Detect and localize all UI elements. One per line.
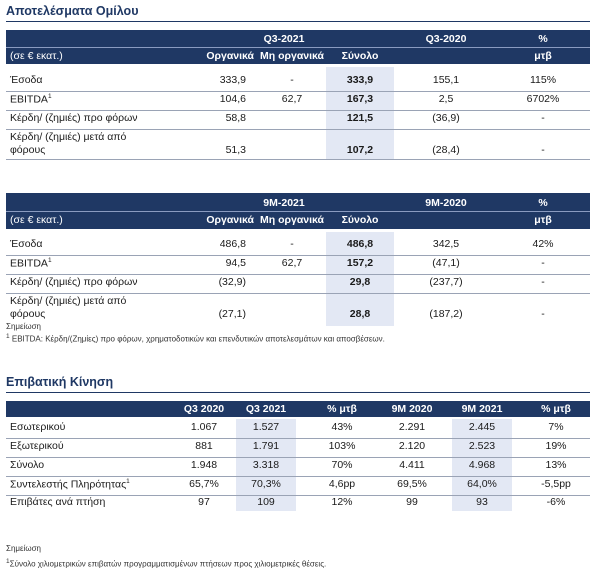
row-label: Εξωτερικού [10,440,64,452]
cell-q3-2021: 3.318 [252,459,280,471]
cell-previous: (36,9) [432,112,460,124]
cell-9m-2020: 2.291 [398,421,426,433]
cell-q3-2020: 1.948 [190,459,218,471]
cell-q3-2020: 65,7% [189,478,219,490]
cell-pct: - [541,112,545,124]
header-non-organic: Μη οργανικά [260,214,324,226]
cell-q3-2021: 109 [257,496,275,508]
table-row [6,496,590,512]
cell-q3-yoy: 4,6pp [328,478,356,490]
row-label-text: Συντελεστής Πληρότητας [10,478,127,491]
row-label-text: EBITDA [10,93,48,106]
section-title-group-results: Αποτελέσματα Ομίλου [6,4,139,18]
cell-organic: (32,9) [218,276,246,288]
section-title-passenger-traffic: Επιβατική Κίνηση [6,375,114,389]
cell-9m-2020: 69,5% [397,478,427,490]
table-row [6,74,590,90]
footnote-marker: 1 [47,257,52,264]
cell-9m-2020: 4.411 [399,459,425,471]
cell-non-organic: - [290,74,294,86]
header-unit: (σε € εκατ.) [10,214,63,226]
table-row [6,276,590,292]
row-label-text: EBITDA [10,257,48,270]
cell-previous: (237,7) [429,276,463,288]
footnote-marker: 1 [47,93,52,100]
cell-9m-yoy: 7% [548,421,564,433]
footnote [6,558,326,569]
header-q3-2020: Q3 2020 [183,403,225,415]
header-divider [6,47,590,48]
header-non-organic: Μη οργανικά [260,50,324,62]
header-period-previous: Q3-2020 [425,33,467,45]
row-label-continued: φόρους [10,144,46,156]
row-label [10,257,52,270]
footnote-text: EBITDA: Κέρδη/(Ζημίες) προ φόρων, χρηματοδοτικών και επενδυτικών αποτελεσμάτων και αποσβέσεων. [11,334,385,344]
cell-pct: - [541,144,545,156]
footnote-marker: 1 [6,333,10,340]
cell-organic: 51,3 [225,144,246,156]
header-9m-2020: 9M 2020 [391,403,433,415]
row-label: Εσωτερικού [10,421,66,433]
header-9m-2021: 9M 2021 [461,403,503,415]
cell-organic: 104,6 [219,93,246,105]
header-pct: % [538,33,548,45]
cell-pct: - [541,308,545,320]
header-total: Σύνολο [341,50,379,62]
cell-pct: - [541,276,545,288]
row-divider [6,159,590,160]
cell-previous: (47,1) [432,257,460,269]
footnote-text: Σύνολο χιλιομετρικών επιβατών προγραμματισμένων πτήσεων προς χιλιομετρικές θέσεις. [9,559,327,569]
cell-9m-2020: 99 [406,496,418,508]
cell-organic: 333,9 [219,74,246,86]
row-divider [6,476,590,477]
header-organic: Οργανικά [206,50,254,62]
row-label-continued: φόρους [10,308,46,320]
table-row [6,238,590,254]
header-yoy: μτβ [534,50,552,62]
table-row [6,295,590,323]
header-organic: Οργανικά [206,214,254,226]
cell-total: 486,8 [346,238,374,250]
cell-q3-2020: 1.067 [190,421,218,433]
cell-9m-2021: 2.445 [468,421,496,433]
row-divider [6,255,590,256]
header-divider [6,211,590,212]
cell-9m-2021: 4.968 [468,459,496,471]
table-row [6,440,590,456]
table-header-band [6,401,590,417]
cell-pct: - [541,257,545,269]
row-label: Κέρδη/ (ζημιές) προ φόρων [10,112,138,124]
header-q3-2021: Q3 2021 [245,403,287,415]
note-title: Σημείωση [6,544,41,553]
cell-9m-2020: 2.120 [398,440,426,452]
cell-previous: 342,5 [432,238,460,250]
row-divider [6,438,590,439]
cell-total: 28,8 [349,308,371,320]
cell-total: 333,9 [346,74,374,86]
cell-previous: 155,1 [432,74,460,86]
row-label [10,478,130,491]
cell-non-organic: 62,7 [281,93,303,105]
cell-9m-2021: 93 [476,496,488,508]
table-header-band [6,30,590,64]
table-header-band [6,193,590,229]
cell-9m-2021: 2.523 [468,440,496,452]
footnote-marker: 1 [6,558,10,565]
header-yoy: μτβ [534,214,552,226]
header-pct: % [538,197,548,209]
row-label: Έσοδα [10,74,43,86]
row-label: Κέρδη/ (ζημιές) προ φόρων [10,276,138,288]
table-row [6,478,590,494]
cell-previous: (28,4) [432,144,460,156]
cell-total: 167,3 [346,93,374,105]
header-9m-yoy: % μτβ [541,403,571,415]
cell-q3-2021: 70,3% [251,478,281,490]
cell-pct: 42% [532,238,554,250]
row-label: Έσοδα [10,238,43,250]
header-q3-yoy: % μτβ [327,403,357,415]
cell-previous: (187,2) [429,308,463,320]
cell-9m-yoy: -6% [546,496,566,508]
cell-q3-yoy: 43% [331,421,353,433]
cell-q3-yoy: 103% [328,440,356,452]
cell-total: 107,2 [346,144,374,156]
cell-pct: 6702% [526,93,560,105]
row-label: Κέρδη/ (ζημιές) μετά από [10,295,127,307]
header-total: Σύνολο [341,214,379,226]
cell-9m-2021: 64,0% [467,478,497,490]
row-label [10,93,52,106]
header-period-current: Q3-2021 [263,33,305,45]
cell-organic: 94,5 [225,257,246,269]
cell-organic: 486,8 [219,238,246,250]
header-unit: (σε € εκατ.) [10,50,63,62]
cell-q3-yoy: 70% [331,459,353,471]
cell-total: 157,2 [346,257,374,269]
row-divider [6,293,590,294]
cell-organic: (27,1) [218,308,246,320]
cell-q3-2021: 1.527 [252,421,280,433]
table-row [6,257,590,273]
row-label: Επιβάτες ανά πτήση [10,496,106,508]
row-divider [6,129,590,130]
cell-total: 29,8 [349,276,371,288]
cell-q3-yoy: 12% [331,496,353,508]
cell-9m-yoy: -5,5pp [541,478,571,490]
row-divider [6,274,590,275]
table-row [6,421,590,437]
row-label: Κέρδη/ (ζημιές) μετά από [10,131,127,143]
cell-total: 121,5 [346,112,374,124]
cell-q3-2020: 97 [198,496,210,508]
cell-9m-yoy: 19% [545,440,567,452]
title-rule [6,21,590,22]
cell-non-organic: - [290,238,294,250]
cell-non-organic: 62,7 [281,257,303,269]
header-period-previous: 9M-2020 [425,197,467,209]
row-divider [6,457,590,458]
cell-q3-2021: 1.791 [252,440,280,452]
header-period-current: 9M-2021 [263,197,305,209]
note-title: Σημείωση [6,322,41,331]
row-divider [6,91,590,92]
row-label: Σύνολο [10,459,45,471]
cell-organic: 58,8 [225,112,246,124]
cell-pct: 115% [529,74,557,86]
row-divider [6,110,590,111]
footnote-marker: 1 [126,478,130,485]
table-row [6,93,590,109]
cell-9m-yoy: 13% [545,459,567,471]
table-row [6,131,590,159]
title-rule [6,392,590,393]
cell-previous: 2,5 [438,93,454,105]
table-row [6,112,590,128]
table-row [6,459,590,475]
footnote [6,333,385,344]
cell-q3-2020: 881 [195,440,213,452]
